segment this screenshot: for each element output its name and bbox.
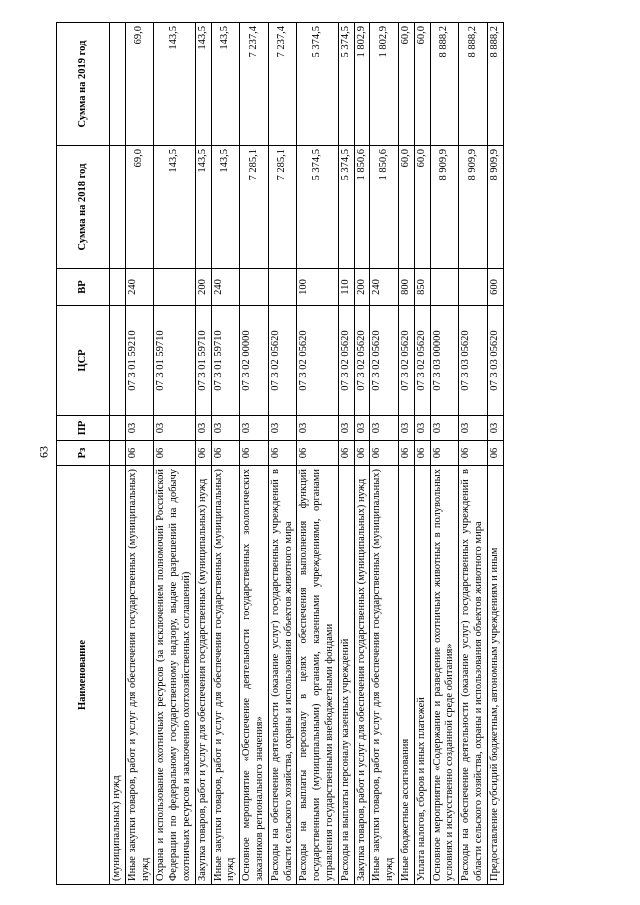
cell-rz: 06	[125, 441, 154, 466]
cell-name: Иные закупки товаров, работ и услуг для обеспечения государственных (муниципальных) нужд	[211, 466, 240, 885]
cell-name: Основное мероприятие «Содержание и разведение охотничьих животных в полувольных условиях и искусственно созданной среде обитания»	[430, 466, 459, 885]
cell-sum-2018: 8 909,9	[487, 146, 503, 269]
cell-sum-2018: 143,5	[195, 146, 211, 269]
cell-vr: 240	[125, 269, 154, 306]
cell-csr	[110, 306, 126, 416]
cell-sum-2019: 143,5	[211, 23, 240, 146]
cell-name: Основное мероприятие «Обеспечение деятельности государственных зоологических заказников регионального значения»	[240, 466, 269, 885]
header-pr: ПР	[57, 416, 110, 441]
header-rz: Рз	[57, 441, 110, 466]
cell-vr	[430, 269, 459, 306]
cell-vr	[110, 269, 126, 306]
table-row	[154, 23, 195, 885]
cell-sum-2019: 69,0	[125, 23, 154, 146]
cell-rz: 06	[487, 441, 503, 466]
cell-pr: 03	[487, 416, 503, 441]
cell-csr: 07 3 02 05620	[398, 306, 414, 416]
cell-rz: 06	[240, 441, 269, 466]
cell-vr	[268, 269, 297, 306]
table-row	[125, 23, 154, 885]
cell-name: Расходы на обеспечение деятельности (оказание услуг) государственных учреждений в области сельского хозяйства, охраны и использования объектов животного мира	[268, 466, 297, 885]
cell-name: Закупка товаров, работ и услуг для обеспечения государственных (муниципальных) нужд	[195, 466, 211, 885]
cell-vr: 850	[414, 269, 430, 306]
cell-csr: 07 3 02 00000	[240, 306, 269, 416]
cell-name: Расходы на выплаты персоналу в целях обеспечения выполнения функций государственными (муниципальными) органами, казенными учреждениями, органами управления государственными внебюджетными фондами	[297, 466, 338, 885]
cell-csr: 07 3 02 05620	[268, 306, 297, 416]
cell-sum-2018: 69,0	[125, 146, 154, 269]
cell-rz: 06	[195, 441, 211, 466]
cell-sum-2018: 5 374,5	[297, 146, 338, 269]
cell-sum-2019: 1 802,9	[354, 23, 370, 146]
table-row	[354, 23, 370, 885]
header-sum-2018: Сумма на 2018 год	[57, 146, 110, 269]
table-row	[297, 23, 338, 885]
cell-pr: 03	[195, 416, 211, 441]
cell-csr: 07 3 01 59710	[154, 306, 195, 416]
cell-name: Уплата налогов, сборов и иных платежей	[414, 466, 430, 885]
cell-csr: 07 3 02 05620	[370, 306, 399, 416]
cell-vr: 240	[370, 269, 399, 306]
cell-csr: 07 3 02 05620	[338, 306, 354, 416]
table-row	[370, 23, 399, 885]
cell-vr: 240	[211, 269, 240, 306]
cell-sum-2019: 5 374,5	[338, 23, 354, 146]
cell-pr: 03	[398, 416, 414, 441]
cell-sum-2019: 5 374,5	[297, 23, 338, 146]
cell-vr: 200	[354, 269, 370, 306]
table-row	[195, 23, 211, 885]
table-row	[459, 23, 488, 885]
cell-sum-2019: 60,0	[398, 23, 414, 146]
cell-vr	[459, 269, 488, 306]
table-row	[487, 23, 503, 885]
table-row	[240, 23, 269, 885]
cell-sum-2018: 7 285,1	[240, 146, 269, 269]
cell-rz: 06	[297, 441, 338, 466]
cell-sum-2019: 8 888,2	[430, 23, 459, 146]
cell-sum-2018: 60,0	[414, 146, 430, 269]
cell-name: Охрана и использование охотничьих ресурсов (за исключением полномочий Российской Федерации по федеральному государственному надзору, выдаче разрешений на добычу охотничьих ресурсов и заключению охотхозяйственных соглашений)	[154, 466, 195, 885]
cell-name: Иные бюджетные ассигнования	[398, 466, 414, 885]
cell-sum-2019: 7 237,4	[240, 23, 269, 146]
cell-rz: 06	[398, 441, 414, 466]
rotated-page-content	[56, 23, 591, 885]
cell-pr: 03	[211, 416, 240, 441]
header-sum-2019: Сумма на 2019 год	[57, 23, 110, 146]
table-header-row	[57, 23, 110, 885]
cell-rz: 06	[459, 441, 488, 466]
cell-pr: 03	[370, 416, 399, 441]
cell-pr: 03	[414, 416, 430, 441]
table-row	[338, 23, 354, 885]
cell-sum-2018: 8 909,9	[430, 146, 459, 269]
cell-rz: 06	[268, 441, 297, 466]
header-vr: ВР	[57, 269, 110, 306]
cell-pr: 03	[354, 416, 370, 441]
cell-sum-2019: 8 888,2	[459, 23, 488, 146]
cell-sum-2019: 143,5	[154, 23, 195, 146]
cell-csr: 07 3 01 59710	[195, 306, 211, 416]
cell-vr: 600	[487, 269, 503, 306]
cell-name: Иные закупки товаров, работ и услуг для обеспечения государственных (муниципальных) нужд	[370, 466, 399, 885]
cell-sum-2018: 8 909,9	[459, 146, 488, 269]
budget-table	[56, 22, 504, 885]
cell-sum-2019: 7 237,4	[268, 23, 297, 146]
cell-csr: 07 3 02 05620	[297, 306, 338, 416]
table-row	[268, 23, 297, 885]
cell-csr: 07 3 02 05620	[354, 306, 370, 416]
cell-pr: 03	[154, 416, 195, 441]
cell-name: Закупка товаров, работ и услуг для обеспечения государственных (муниципальных) нужд	[354, 466, 370, 885]
cell-vr	[240, 269, 269, 306]
cell-name: Расходы на выплаты персоналу казенных учреждений	[338, 466, 354, 885]
header-csr: ЦСР	[57, 306, 110, 416]
cell-rz: 06	[370, 441, 399, 466]
cell-pr: 03	[268, 416, 297, 441]
table-row	[398, 23, 414, 885]
cell-csr: 07 3 03 05620	[487, 306, 503, 416]
cell-name: Расходы на обеспечение деятельности (оказание услуг) государственных учреждений в области сельского хозяйства, охраны и использования объектов животного мира	[459, 466, 488, 885]
cell-rz: 06	[211, 441, 240, 466]
cell-pr	[110, 416, 126, 441]
cell-rz: 06	[154, 441, 195, 466]
cell-sum-2018: 1 850,6	[354, 146, 370, 269]
table-row	[430, 23, 459, 885]
cell-vr	[154, 269, 195, 306]
cell-rz	[110, 441, 126, 466]
cell-sum-2019: 1 802,9	[370, 23, 399, 146]
cell-vr: 800	[398, 269, 414, 306]
cell-csr: 07 3 03 05620	[459, 306, 488, 416]
header-name: Наименование	[57, 466, 110, 885]
cell-name: Иные закупки товаров, работ и услуг для обеспечения государственных (муниципальных) нужд	[125, 466, 154, 885]
cell-sum-2018: 60,0	[398, 146, 414, 269]
cell-csr: 07 3 02 05620	[414, 306, 430, 416]
table-row	[211, 23, 240, 885]
cell-sum-2018: 1 850,6	[370, 146, 399, 269]
cell-name: Предоставление субсидий бюджетным, автономным учреждениям и иным	[487, 466, 503, 885]
cell-vr: 200	[195, 269, 211, 306]
cell-rz: 06	[414, 441, 430, 466]
cell-sum-2019: 143,5	[195, 23, 211, 146]
cell-pr: 03	[297, 416, 338, 441]
cell-sum-2018: 7 285,1	[268, 146, 297, 269]
cell-rz: 06	[354, 441, 370, 466]
cell-name: (муниципальных) нужд	[110, 466, 126, 885]
cell-rz: 06	[430, 441, 459, 466]
cell-vr: 110	[338, 269, 354, 306]
cell-sum-2018: 5 374,5	[338, 146, 354, 269]
cell-pr: 03	[338, 416, 354, 441]
page-number: 63	[36, 446, 51, 458]
cell-sum-2018: 143,5	[154, 146, 195, 269]
cell-sum-2019: 60,0	[414, 23, 430, 146]
table-row	[110, 23, 126, 885]
cell-pr: 03	[459, 416, 488, 441]
cell-pr: 03	[240, 416, 269, 441]
cell-csr: 07 3 01 59710	[211, 306, 240, 416]
table-row	[414, 23, 430, 885]
cell-vr: 100	[297, 269, 338, 306]
cell-sum-2019	[110, 23, 126, 146]
cell-sum-2018: 143,5	[211, 146, 240, 269]
cell-pr: 03	[125, 416, 154, 441]
cell-csr: 07 3 03 00000	[430, 306, 459, 416]
cell-pr: 03	[430, 416, 459, 441]
cell-sum-2019: 8 888,2	[487, 23, 503, 146]
cell-rz: 06	[338, 441, 354, 466]
cell-sum-2018	[110, 146, 126, 269]
cell-csr: 07 3 01 59210	[125, 306, 154, 416]
